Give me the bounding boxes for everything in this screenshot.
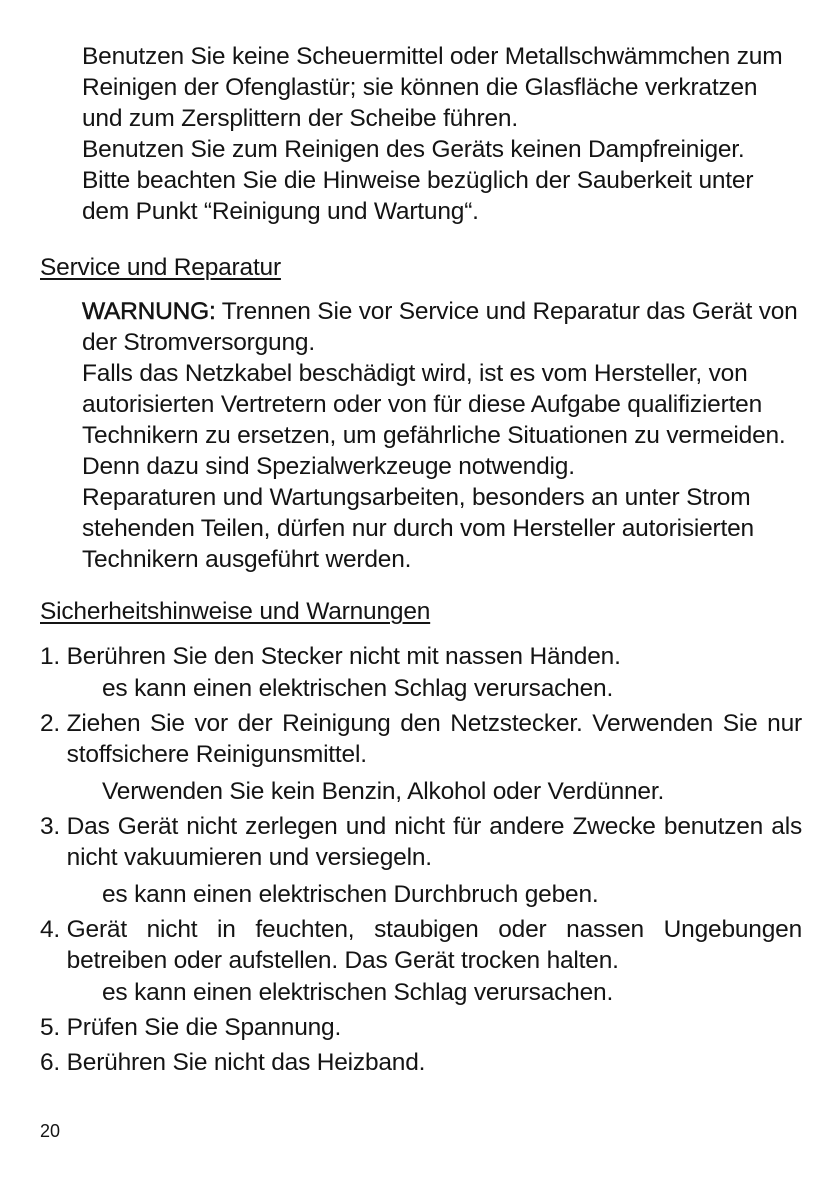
item-text: Ziehen Sie vor der Reinigung den Netzstecker. Verwenden Sie nur stoffsichere Reinigunsmittel. [66,710,802,768]
warning-label: WARNUNG: [82,298,216,325]
list-item [40,1047,802,1078]
intro-paragraph-steam-cleaner: Benutzen Sie zum Reinigen des Geräts keinen Dampfreiniger. [82,136,745,163]
item-note: es kann einen elektrischen Schlag verursachen. [102,979,614,1006]
intro-paragraph-abrasives: Benutzen Sie keine Scheuermittel oder Metallschwämmchen zum Reinigen der Ofenglastür; sie können die Glasfläche verkratzen und zum Zersplittern der Scheibe führen. [82,43,783,132]
item-text: Prüfen Sie die Spannung. [66,1014,342,1041]
item-number: 4. [40,916,61,943]
list-item [40,811,802,910]
list-item [40,1012,802,1043]
item-note: Verwenden Sie kein Benzin, Alkohol oder Verdünner. [102,778,665,805]
item-number: 3. [40,813,61,840]
service-heading: Service und Reparatur [40,254,281,281]
service-section [82,296,802,575]
list-item [40,641,802,704]
item-text: Berühren Sie den Stecker nicht mit nassen Händen. [66,643,621,670]
page-number: 20 [40,1121,61,1141]
item-text: Das Gerät nicht zerlegen und nicht für andere Zwecke benutzen als nicht vakuumieren und versiegeln. [66,813,802,871]
item-note: es kann einen elektrischen Durchbruch geben. [102,881,599,908]
item-number: 5. [40,1014,61,1041]
intro-paragraph-reference: Bitte beachten Sie die Hinweise bezüglich der Sauberkeit unter dem Punkt “Reinigung und Wartung“. [82,167,754,225]
item-text: Gerät nicht in feuchten, staubigen oder nassen Ungebungen betreiben oder aufstellen. Das Gerät trocken halten. [66,916,802,974]
service-paragraph-cable: Falls das Netzkabel beschädigt wird, ist es vom Hersteller, von autorisierten Vertretern oder von für diese Aufgabe qualifizierten Technikern zu ersetzen, um gefährliche Situationen zu vermeiden. Denn dazu sind Spezialwerkzeuge notwendig. [82,360,786,480]
item-note: es kann einen elektrischen Schlag verursachen. [102,675,614,702]
cleaning-notes [82,41,802,227]
service-warning [82,296,802,358]
safety-list [40,641,802,1082]
item-number: 2. [40,710,61,737]
item-text: Berühren Sie nicht das Heizband. [66,1049,426,1076]
warning-text: Trennen Sie vor Service und Reparatur das Gerät von der Stromversorgung. [82,298,798,356]
item-number: 6. [40,1049,61,1076]
list-item [40,914,802,1008]
list-item [40,708,802,807]
item-number: 1. [40,643,61,670]
safety-heading: Sicherheitshinweise und Warnungen [40,598,431,625]
service-paragraph-repairs: Reparaturen und Wartungsarbeiten, besonders an unter Strom stehenden Teilen, dürfen nur durch vom Hersteller autorisierten Technikern ausgeführt werden. [82,484,754,573]
